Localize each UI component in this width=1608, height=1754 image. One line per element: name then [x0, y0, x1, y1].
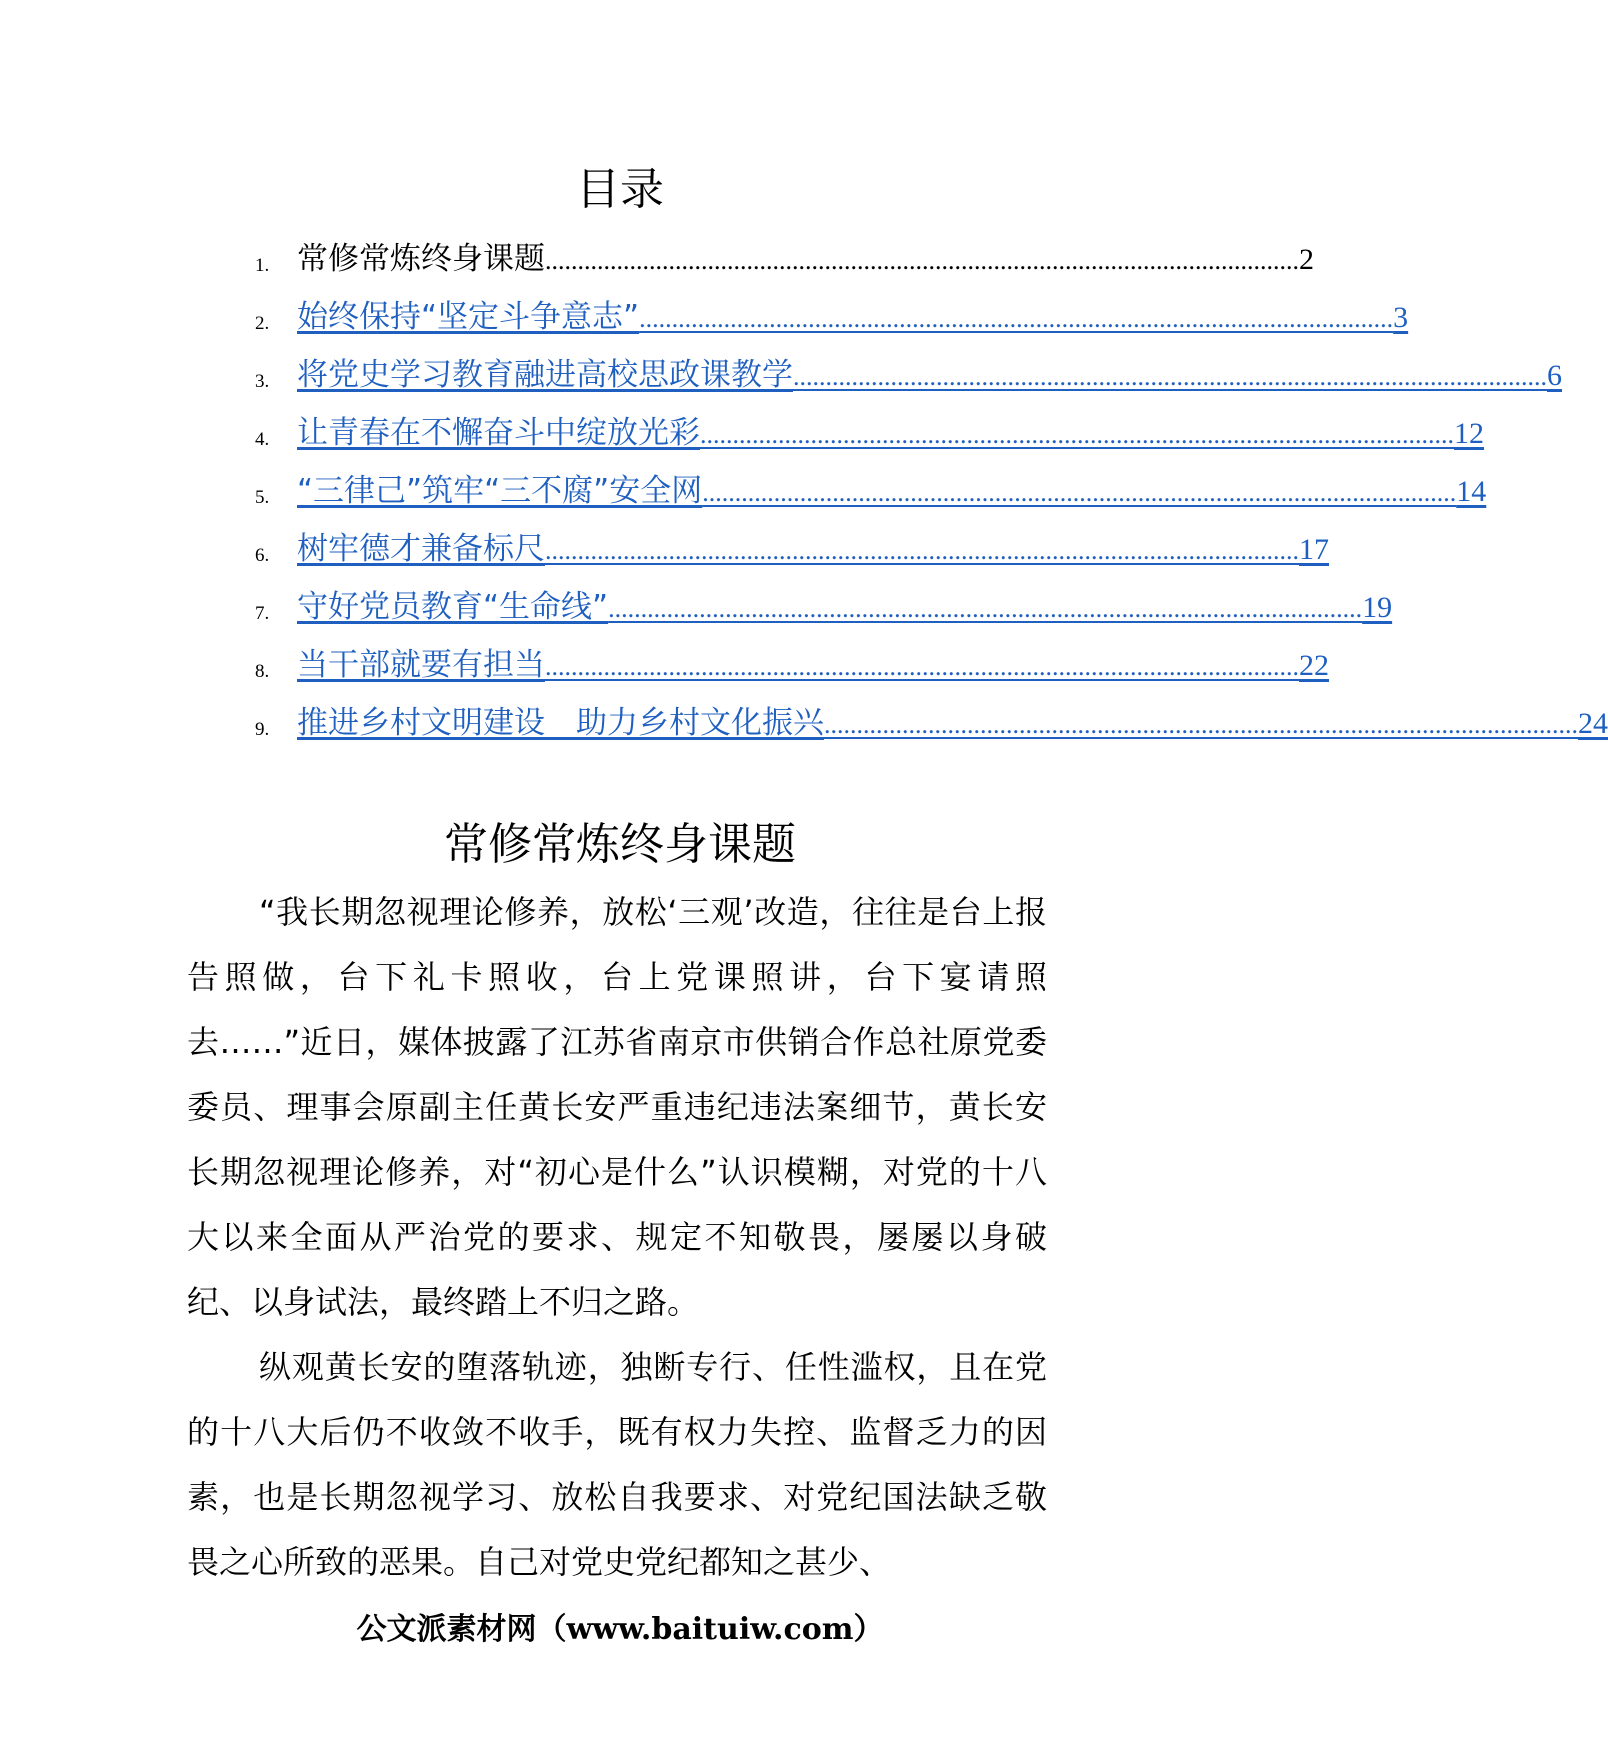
toc-entry-link[interactable] — [297, 698, 1608, 748]
toc-entry-page: 2 — [1299, 243, 1314, 276]
article-body — [187, 880, 1047, 1595]
toc-entry-label: “三律己”筑牢“三不腐”安全网 — [297, 473, 703, 509]
toc-entry-page: 24 — [1578, 707, 1608, 740]
toc-entry-number: 6. — [255, 545, 270, 566]
toc-leader-dots: .................................................................................................................... — [702, 478, 1457, 507]
toc-entry — [255, 698, 1608, 748]
toc-entry-label: 推进乡村文明建设 助力乡村文化振兴 — [297, 705, 824, 741]
toc-entry-number: 9. — [255, 719, 270, 740]
toc-entry — [255, 234, 1314, 284]
article-paragraph: “我长期忽视理论修养，放松‘三观’改造，往往是台上报告照做，台下礼卡照收，台上党课照讲，台下宴请照去……”近日，媒体披露了江苏省南京市供销合作总社原党委委员、理事会原副主任黄长安严重违纪违法案细节，黄长安长期忽视理论修养，对“初心是什么”认识模糊，对党的十八大以来全面从严治党的要求、规定不知敬畏，屡屡以身破纪、以身试法，最终踏上不归之路。 — [187, 893, 1047, 1321]
toc-entry — [255, 466, 1487, 516]
toc-entry-link[interactable] — [297, 408, 1484, 458]
toc-entry-page: 14 — [1456, 475, 1487, 508]
toc-entry-label: 始终保持“坚定斗争意志” — [297, 299, 640, 335]
toc-entry-page: 12 — [1454, 417, 1484, 450]
toc-entry-label: 让青春在不懈奋斗中绽放光彩 — [297, 415, 700, 451]
toc-leader-dots: .................................................................................................................... — [700, 420, 1454, 449]
toc-entry-page: 19 — [1362, 591, 1393, 624]
toc-entry-link[interactable] — [297, 640, 1329, 690]
toc-entry-label: 守好党员教育“生命线” — [297, 589, 609, 625]
toc-entry-number: 4. — [255, 429, 270, 450]
toc-entry-link[interactable] — [297, 466, 1487, 516]
toc-entry-link[interactable] — [297, 350, 1562, 400]
toc-title: 目录 — [576, 164, 664, 215]
toc-entry-number: 2. — [255, 313, 270, 334]
toc-entry-page: 3 — [1393, 301, 1409, 334]
toc-leader-dots: .................................................................................................................... — [639, 304, 1394, 333]
toc-leader-dots: .................................................................................................................... — [608, 594, 1363, 623]
toc-entry-link[interactable] — [297, 582, 1393, 632]
toc-entry-number: 8. — [255, 661, 270, 682]
toc-leader-dots: .................................................................................................................... — [545, 246, 1299, 275]
toc-entry-page: 17 — [1299, 533, 1329, 566]
toc-entry-page: 6 — [1547, 359, 1562, 392]
toc-leader-dots: .................................................................................................................... — [824, 710, 1578, 739]
toc-entry-link[interactable] — [297, 524, 1329, 574]
toc-entry — [255, 350, 1562, 400]
toc-leader-dots: .................................................................................................................... — [545, 536, 1299, 565]
toc-entry-label: 常修常炼终身课题 — [297, 241, 545, 277]
toc-entry — [255, 524, 1329, 574]
toc-entry-link[interactable] — [297, 292, 1409, 342]
article-paragraph: 纵观黄长安的堕落轨迹，独断专行、任性滥权，且在党的十八大后仍不收敛不收手，既有权力失控、监督乏力的因素，也是长期忽视学习、放松自我要求、对党纪国法缺乏敬畏之心所致的恶果。自己对党史党纪都知之甚少、 — [187, 1348, 1047, 1581]
toc-entry-text[interactable] — [297, 234, 1314, 284]
toc-leader-dots: .................................................................................................................... — [545, 652, 1299, 681]
toc-entry-number: 7. — [255, 603, 270, 624]
toc-entry-number: 5. — [255, 487, 270, 508]
toc-leader-dots: .................................................................................................................... — [793, 362, 1547, 391]
toc-entry-number: 1. — [255, 255, 270, 276]
toc-entry — [255, 292, 1409, 342]
toc-entry — [255, 640, 1329, 690]
page-footer: 公文派素材网（www.baituiw.com） — [356, 1612, 884, 1647]
toc-entry-label: 将党史学习教育融进高校思政课教学 — [297, 357, 793, 393]
toc-entry-number: 3. — [255, 371, 270, 392]
toc-entry-label: 树牢德才兼备标尺 — [297, 531, 545, 567]
toc-entry — [255, 408, 1484, 458]
toc-entry — [255, 582, 1393, 632]
toc-entry-label: 当干部就要有担当 — [297, 647, 545, 683]
toc-entry-page: 22 — [1299, 649, 1329, 682]
article-title: 常修常炼终身课题 — [444, 819, 796, 870]
